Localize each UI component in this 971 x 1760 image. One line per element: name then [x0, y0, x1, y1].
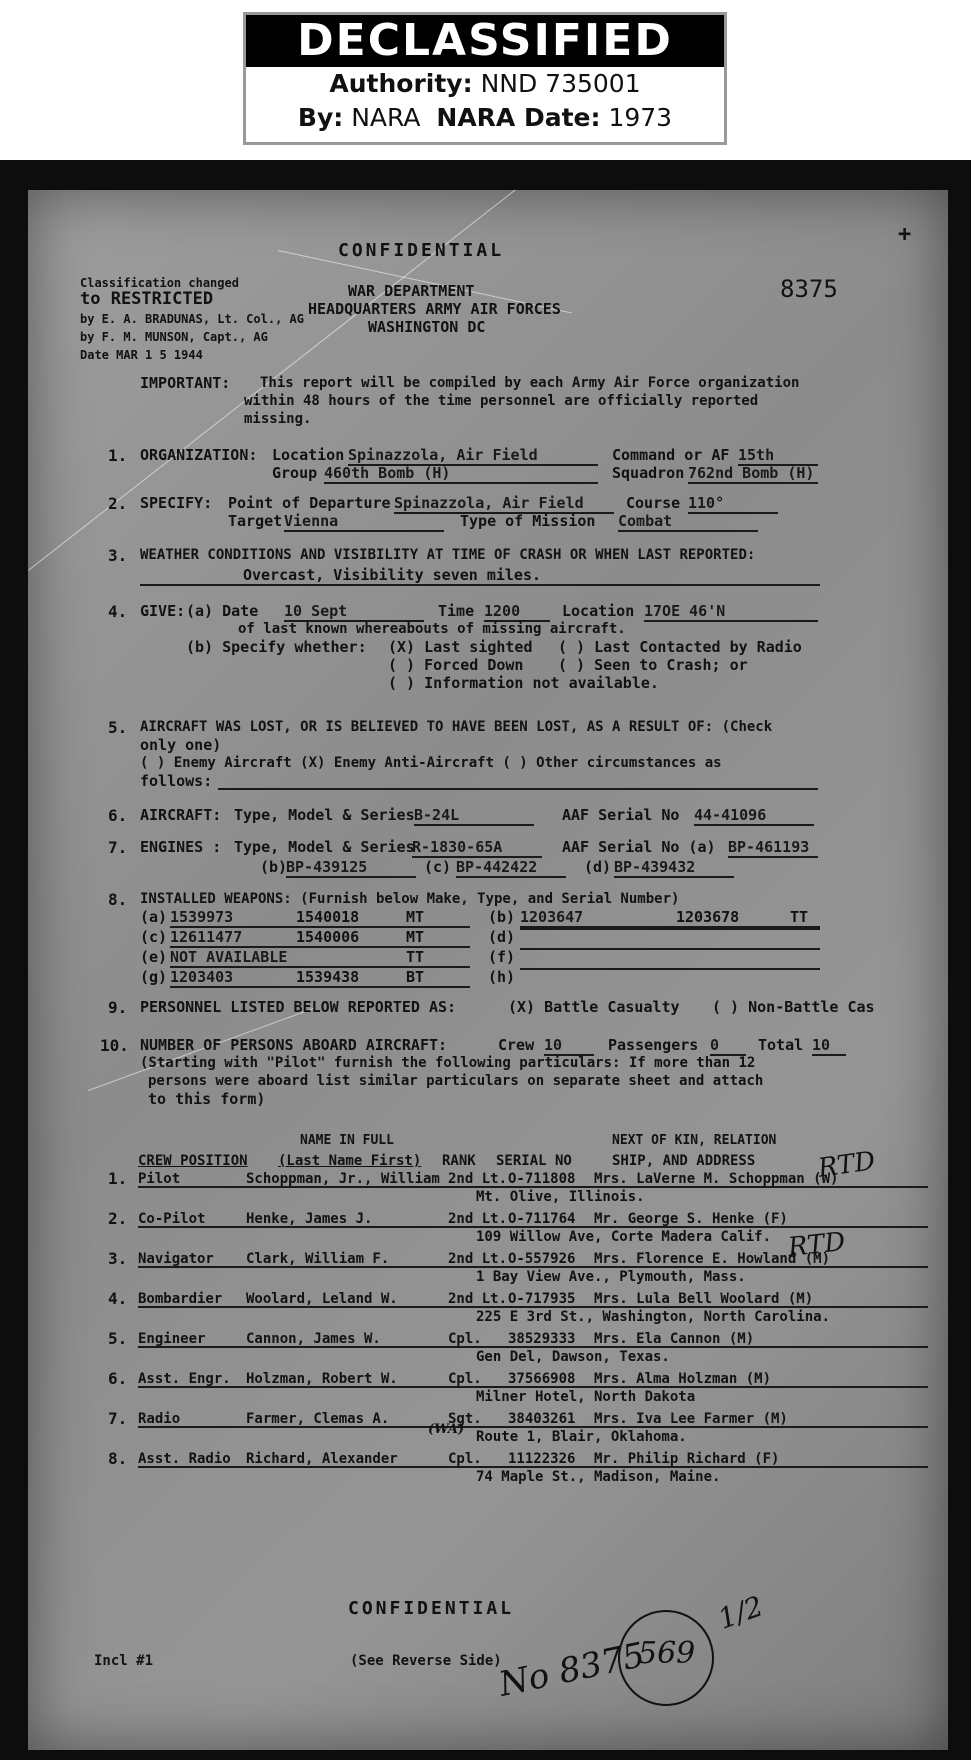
command-label: Command or AF — [612, 446, 730, 464]
time-label: Time — [438, 602, 475, 620]
crew-position: Bombardier — [138, 1291, 223, 1307]
handwritten-wa: (WA) — [428, 1422, 465, 1437]
engine-c-label: (c) — [424, 858, 452, 876]
crew-next-of-kin: Mrs. Iva Lee Farmer (M) — [594, 1411, 788, 1427]
battle-casualty-option: (X) Battle Casualty — [508, 998, 680, 1016]
crew-rank: 2nd Lt. — [448, 1171, 508, 1187]
reclass-line-3: by E. A. BRADUNAS, Lt. Col., AG — [80, 312, 304, 326]
weapon-key-right: (d) — [488, 928, 516, 946]
mission-type-value: Combat — [618, 512, 758, 532]
squadron-label: Squadron — [612, 464, 685, 482]
important-text-1: This report will be compiled by each Army Air Force organization — [260, 375, 800, 391]
option-forced-down: ( ) Forced Down — [388, 656, 524, 674]
specify-label: SPECIFY: — [140, 494, 213, 512]
departure-value: Spinazzola, Air Field — [394, 494, 614, 514]
crew-serial: O-711764 — [508, 1211, 576, 1227]
crew-row-underline — [138, 1386, 928, 1388]
crew-name: Farmer, Clemas A. — [246, 1411, 390, 1427]
crew-serial: 38403261 — [508, 1411, 576, 1427]
section-5-number: 5. — [108, 718, 128, 737]
crew-row-underline — [138, 1306, 928, 1308]
crew-serial: O-557926 — [508, 1251, 576, 1267]
weather-value: Overcast, Visibility seven miles. — [243, 566, 542, 584]
crew-row-underline — [138, 1346, 928, 1348]
crew-serial: O-717935 — [508, 1291, 576, 1307]
crew-count-value: 10 — [544, 1036, 594, 1056]
crew-address: Milner Hotel, North Dakota — [476, 1389, 696, 1405]
crew-next-of-kin: Mr. Philip Richard (F) — [594, 1451, 780, 1467]
section-10-number: 10. — [100, 1036, 129, 1055]
crew-address: Gen Del, Dawson, Texas. — [476, 1349, 670, 1365]
crew-address: 74 Maple St., Madison, Maine. — [476, 1469, 721, 1485]
option-info-not-available: ( ) Information not available. — [388, 674, 659, 692]
dept-line-2: HEADQUARTERS ARMY AIR FORCES — [308, 300, 561, 318]
specify-whether-label: (b) Specify whether: — [186, 638, 367, 656]
section-2-number: 2. — [108, 494, 128, 513]
location-4-value: 17OE 46'N — [644, 602, 818, 622]
option-seen-to-crash: ( ) Seen to Crash; or — [558, 656, 748, 674]
persons-note-2: persons were aboard list similar particulars on separate sheet and attach — [148, 1073, 764, 1089]
handwritten-number: No 8375 — [495, 1635, 649, 1705]
crew-position: Asst. Engr. — [138, 1371, 231, 1387]
crew-count-label: Crew — [498, 1036, 535, 1054]
persons-note-1: (Starting with "Pilot" furnish the following particulars: If more than 12 — [140, 1055, 756, 1071]
crew-next-of-kin: Mr. George S. Henke (F) — [594, 1211, 788, 1227]
total-value: 10 — [812, 1036, 846, 1056]
mission-type-label: Type of Mission — [460, 512, 596, 530]
passengers-value: 0 — [710, 1036, 746, 1056]
weapon-key-left: (a) — [140, 908, 168, 926]
crew-number: 7. — [108, 1409, 128, 1428]
weapon-serial-1: 12611477 — [170, 928, 470, 948]
crew-next-of-kin: Mrs. Alma Holzman (M) — [594, 1371, 772, 1387]
crew-address: Mt. Olive, Illinois. — [476, 1189, 645, 1205]
squadron-value: 762nd Bomb (H) — [688, 464, 818, 484]
dept-line-3: WASHINGTON DC — [368, 318, 486, 336]
crew-number: 1. — [108, 1169, 128, 1188]
aircraft-type-value: B-24L — [414, 806, 534, 826]
crew-position: Navigator — [138, 1251, 214, 1267]
engine-serial-label: AAF Serial No (a) — [562, 838, 716, 856]
reclass-line-2: to RESTRICTED — [80, 289, 214, 309]
section-8-number: 8. — [108, 890, 128, 909]
departure-label: Point of Departure — [228, 494, 391, 512]
weapon-serial-2: 1540018 — [296, 908, 360, 926]
aircraft-label: AIRCRAFT: — [140, 806, 222, 824]
give-label: GIVE: — [140, 602, 186, 620]
engines-label: ENGINES : — [140, 838, 222, 856]
handwritten-rtd-2: RTD — [786, 1227, 847, 1263]
crew-name: Woolard, Leland W. — [246, 1291, 398, 1307]
engine-serial-d: BP-439432 — [614, 858, 734, 878]
date-value: 10 Sept — [284, 602, 424, 622]
crew-name: Schoppman, Jr., William — [246, 1171, 440, 1187]
crew-position: Radio — [138, 1411, 181, 1427]
by-label: By: — [297, 103, 344, 132]
location-4-label: Location — [562, 602, 635, 620]
crew-rank: 2nd Lt. — [448, 1251, 508, 1267]
engine-type-value: R-1830-65A — [412, 838, 542, 858]
crew-header-name: NAME IN FULL — [300, 1133, 394, 1148]
crew-name: Cannon, James W. — [246, 1331, 381, 1347]
non-battle-option: ( ) Non-Battle Cas — [712, 998, 875, 1016]
see-reverse-label: (See Reverse Side) — [350, 1653, 502, 1669]
weapon-serial-1: 1539973 — [170, 908, 470, 928]
crew-number: 5. — [108, 1329, 128, 1348]
crew-rank: 2nd Lt. — [448, 1211, 508, 1227]
persons-note-3: to this form) — [148, 1090, 266, 1108]
reclass-line-5: Date MAR 1 5 1944 — [80, 348, 203, 362]
crew-row-underline — [138, 1266, 928, 1268]
crew-name: Henke, James J. — [246, 1211, 373, 1227]
weapon-type-left: MT — [406, 908, 425, 926]
crew-number: 3. — [108, 1249, 128, 1268]
reclass-line-4: by F. M. MUNSON, Capt., AG — [80, 330, 268, 344]
aircraft-lost-options: ( ) Enemy Aircraft (X) Enemy Anti-Aircraft ( ) Other circumstances as — [140, 755, 722, 771]
persons-aboard-label: NUMBER OF PERSONS ABOARD AIRCRAFT: — [140, 1036, 448, 1054]
weapon-key-right: (b) — [488, 908, 516, 926]
circled-number — [618, 1610, 714, 1706]
by-row — [246, 101, 724, 135]
weather-underline — [140, 584, 820, 586]
follows-label: follows: — [140, 772, 213, 790]
crew-row-underline — [138, 1186, 928, 1188]
weapon-serial-2: 1539438 — [296, 968, 360, 986]
weapon-key-left: (e) — [140, 948, 168, 966]
crew-rank: Cpl. — [448, 1331, 482, 1347]
crew-next-of-kin: Mrs. Florence E. Howland (M) — [594, 1251, 831, 1267]
crew-serial: 37566908 — [508, 1371, 576, 1387]
weapon-key-right: (h) — [488, 968, 516, 986]
group-label: Group — [272, 464, 318, 482]
location-value: Spinazzola, Air Field — [348, 446, 598, 466]
weapon-key-left: (c) — [140, 928, 168, 946]
aircraft-serial-label: AAF Serial No — [562, 806, 680, 824]
declassified-stamp — [243, 12, 727, 145]
crew-number: 6. — [108, 1369, 128, 1388]
crew-position: Co-Pilot — [138, 1211, 206, 1227]
declassified-banner: DECLASSIFIED — [246, 15, 724, 67]
section-6-number: 6. — [108, 806, 128, 825]
important-text-2: within 48 hours of the time personnel are officially reported — [244, 393, 759, 409]
date-label: (a) Date — [186, 602, 259, 620]
crew-next-of-kin: Mrs. LaVerne M. Schoppman (W) — [594, 1171, 839, 1187]
weather-label: WEATHER CONDITIONS AND VISIBILITY AT TIME OF CRASH OR WHEN LAST REPORTED: — [140, 547, 756, 563]
weapon-serial-3 — [520, 928, 820, 930]
handwritten-rtd-1: RTD — [816, 1146, 878, 1184]
crew-name: Holzman, Robert W. — [246, 1371, 398, 1387]
crew-serial: O-711808 — [508, 1171, 576, 1187]
weapon-type-right: TT — [790, 908, 809, 926]
document-page — [28, 190, 948, 1750]
aircraft-lost-label-2: only one) — [140, 736, 222, 754]
weapon-key-right: (f) — [488, 948, 516, 966]
option-last-sighted: (X) Last sighted — [388, 638, 533, 656]
crew-serial: 38529333 — [508, 1331, 576, 1347]
circled-number-text: 569 — [638, 1636, 696, 1671]
follows-underline — [218, 788, 818, 790]
crew-address: Route 1, Blair, Oklahoma. — [476, 1429, 687, 1445]
aircraft-lost-label: AIRCRAFT WAS LOST, OR IS BELIEVED TO HAVE BEEN LOST, AS A RESULT OF: (Check — [140, 719, 773, 735]
crew-rank: Cpl. — [448, 1371, 482, 1387]
crew-header-next-of-kin: NEXT OF KIN, RELATION — [612, 1133, 777, 1148]
crew-position: Pilot — [138, 1171, 181, 1187]
engine-serial-a: BP-461193 — [728, 838, 818, 858]
weapon-type-left: BT — [406, 968, 425, 986]
report-number: 8375 — [780, 275, 838, 303]
crew-header-rank: RANK — [442, 1153, 476, 1169]
crew-rank: 2nd Lt. — [448, 1291, 508, 1307]
handwritten-code: 1/2 — [713, 1589, 768, 1636]
course-value: 110° — [688, 494, 778, 514]
scan-frame — [0, 160, 971, 1760]
weapon-key-left: (g) — [140, 968, 168, 986]
crew-number: 4. — [108, 1289, 128, 1308]
nara-date-value: 1973 — [608, 103, 673, 132]
engine-serial-b: BP-439125 — [286, 858, 416, 878]
crew-address: 225 E 3rd St., Washington, North Carolina. — [476, 1309, 831, 1325]
crew-next-of-kin: Mrs. Lula Bell Woolard (M) — [594, 1291, 814, 1307]
crew-row-underline — [138, 1466, 928, 1468]
crew-name: Richard, Alexander — [246, 1451, 398, 1467]
crew-header-position: CREW POSITION — [138, 1153, 248, 1169]
crew-row-underline — [138, 1426, 928, 1428]
weapon-type-left: TT — [406, 948, 425, 966]
crew-position: Engineer — [138, 1331, 206, 1347]
whereabouts-text: of last known whereabouts of missing aircraft. — [238, 621, 626, 637]
crew-address: 109 Willow Ave, Corte Madera Calif. — [476, 1229, 772, 1245]
corner-mark-icon: + — [898, 222, 912, 247]
crew-next-of-kin: Mrs. Ela Cannon (M) — [594, 1331, 755, 1347]
section-3-number: 3. — [108, 546, 128, 565]
weapon-serial-1: 1203403 — [170, 968, 470, 988]
crew-row-underline — [138, 1226, 928, 1228]
passengers-label: Passengers — [608, 1036, 699, 1054]
crew-name: Clark, William F. — [246, 1251, 390, 1267]
section-1-number: 1. — [108, 446, 128, 465]
group-value: 460th Bomb (H) — [324, 464, 598, 484]
weapon-serial-4: 1203678 — [676, 908, 740, 926]
by-value: NARA — [351, 103, 421, 132]
engine-b-label: (b) — [260, 858, 288, 876]
total-label: Total — [758, 1036, 804, 1054]
option-last-contacted: ( ) Last Contacted by Radio — [558, 638, 802, 656]
crew-address: 1 Bay View Ave., Plymouth, Mass. — [476, 1269, 746, 1285]
section-4-number: 4. — [108, 602, 128, 621]
nara-date-label: NARA Date: — [436, 103, 601, 132]
location-label: Location — [272, 446, 345, 464]
time-value: 1200 — [484, 602, 550, 622]
important-text-3: missing. — [244, 411, 312, 427]
header-classification: CONFIDENTIAL — [338, 240, 505, 261]
weapons-label: INSTALLED WEAPONS: (Furnish below Make, Type, and Serial Number) — [140, 891, 680, 907]
crew-rank: Sgt. — [448, 1411, 482, 1427]
crew-header-name-order: (Last Name First) — [278, 1153, 422, 1169]
important-label: IMPORTANT: — [140, 374, 231, 392]
command-value: 15th — [738, 446, 818, 466]
dept-line-1: WAR DEPARTMENT — [348, 282, 475, 300]
aircraft-serial-value: 44-41096 — [694, 806, 814, 826]
target-label: Target — [228, 512, 283, 530]
crew-header-ship-address: SHIP, AND ADDRESS — [612, 1153, 756, 1169]
weapon-serial-2: 1540006 — [296, 928, 360, 946]
engine-serial-c: BP-442422 — [456, 858, 566, 878]
authority-row — [246, 67, 724, 101]
crew-header-serial: SERIAL NO — [496, 1153, 572, 1169]
authority-label: Authority: — [329, 69, 473, 98]
aircraft-type-label: Type, Model & Series — [234, 806, 415, 824]
crew-number: 8. — [108, 1449, 128, 1468]
crew-serial: 11122326 — [508, 1451, 576, 1467]
crew-rank: Cpl. — [448, 1451, 482, 1467]
section-9-number: 9. — [108, 998, 128, 1017]
authority-value: NND 735001 — [480, 69, 641, 98]
course-label: Course — [626, 494, 681, 512]
organization-label: ORGANIZATION: — [140, 446, 258, 464]
weapon-serial-3: 1203647 — [520, 908, 820, 928]
weapon-serial-3 — [520, 948, 820, 950]
crew-number: 2. — [108, 1209, 128, 1228]
weapon-serial-1: NOT AVAILABLE — [170, 948, 470, 968]
engine-d-label: (d) — [584, 858, 612, 876]
engine-type-label: Type, Model & Series — [234, 838, 415, 856]
weapon-serial-3 — [520, 968, 820, 970]
inclosure-label: Incl #1 — [94, 1653, 154, 1669]
section-7-number: 7. — [108, 838, 128, 857]
reclass-line-1: Classification changed — [80, 276, 239, 290]
crew-position: Asst. Radio — [138, 1451, 231, 1467]
personnel-label: PERSONNEL LISTED BELOW REPORTED AS: — [140, 998, 457, 1016]
target-value: Vienna — [284, 512, 444, 532]
weapon-type-left: MT — [406, 928, 425, 946]
footer-classification: CONFIDENTIAL — [348, 1598, 515, 1619]
